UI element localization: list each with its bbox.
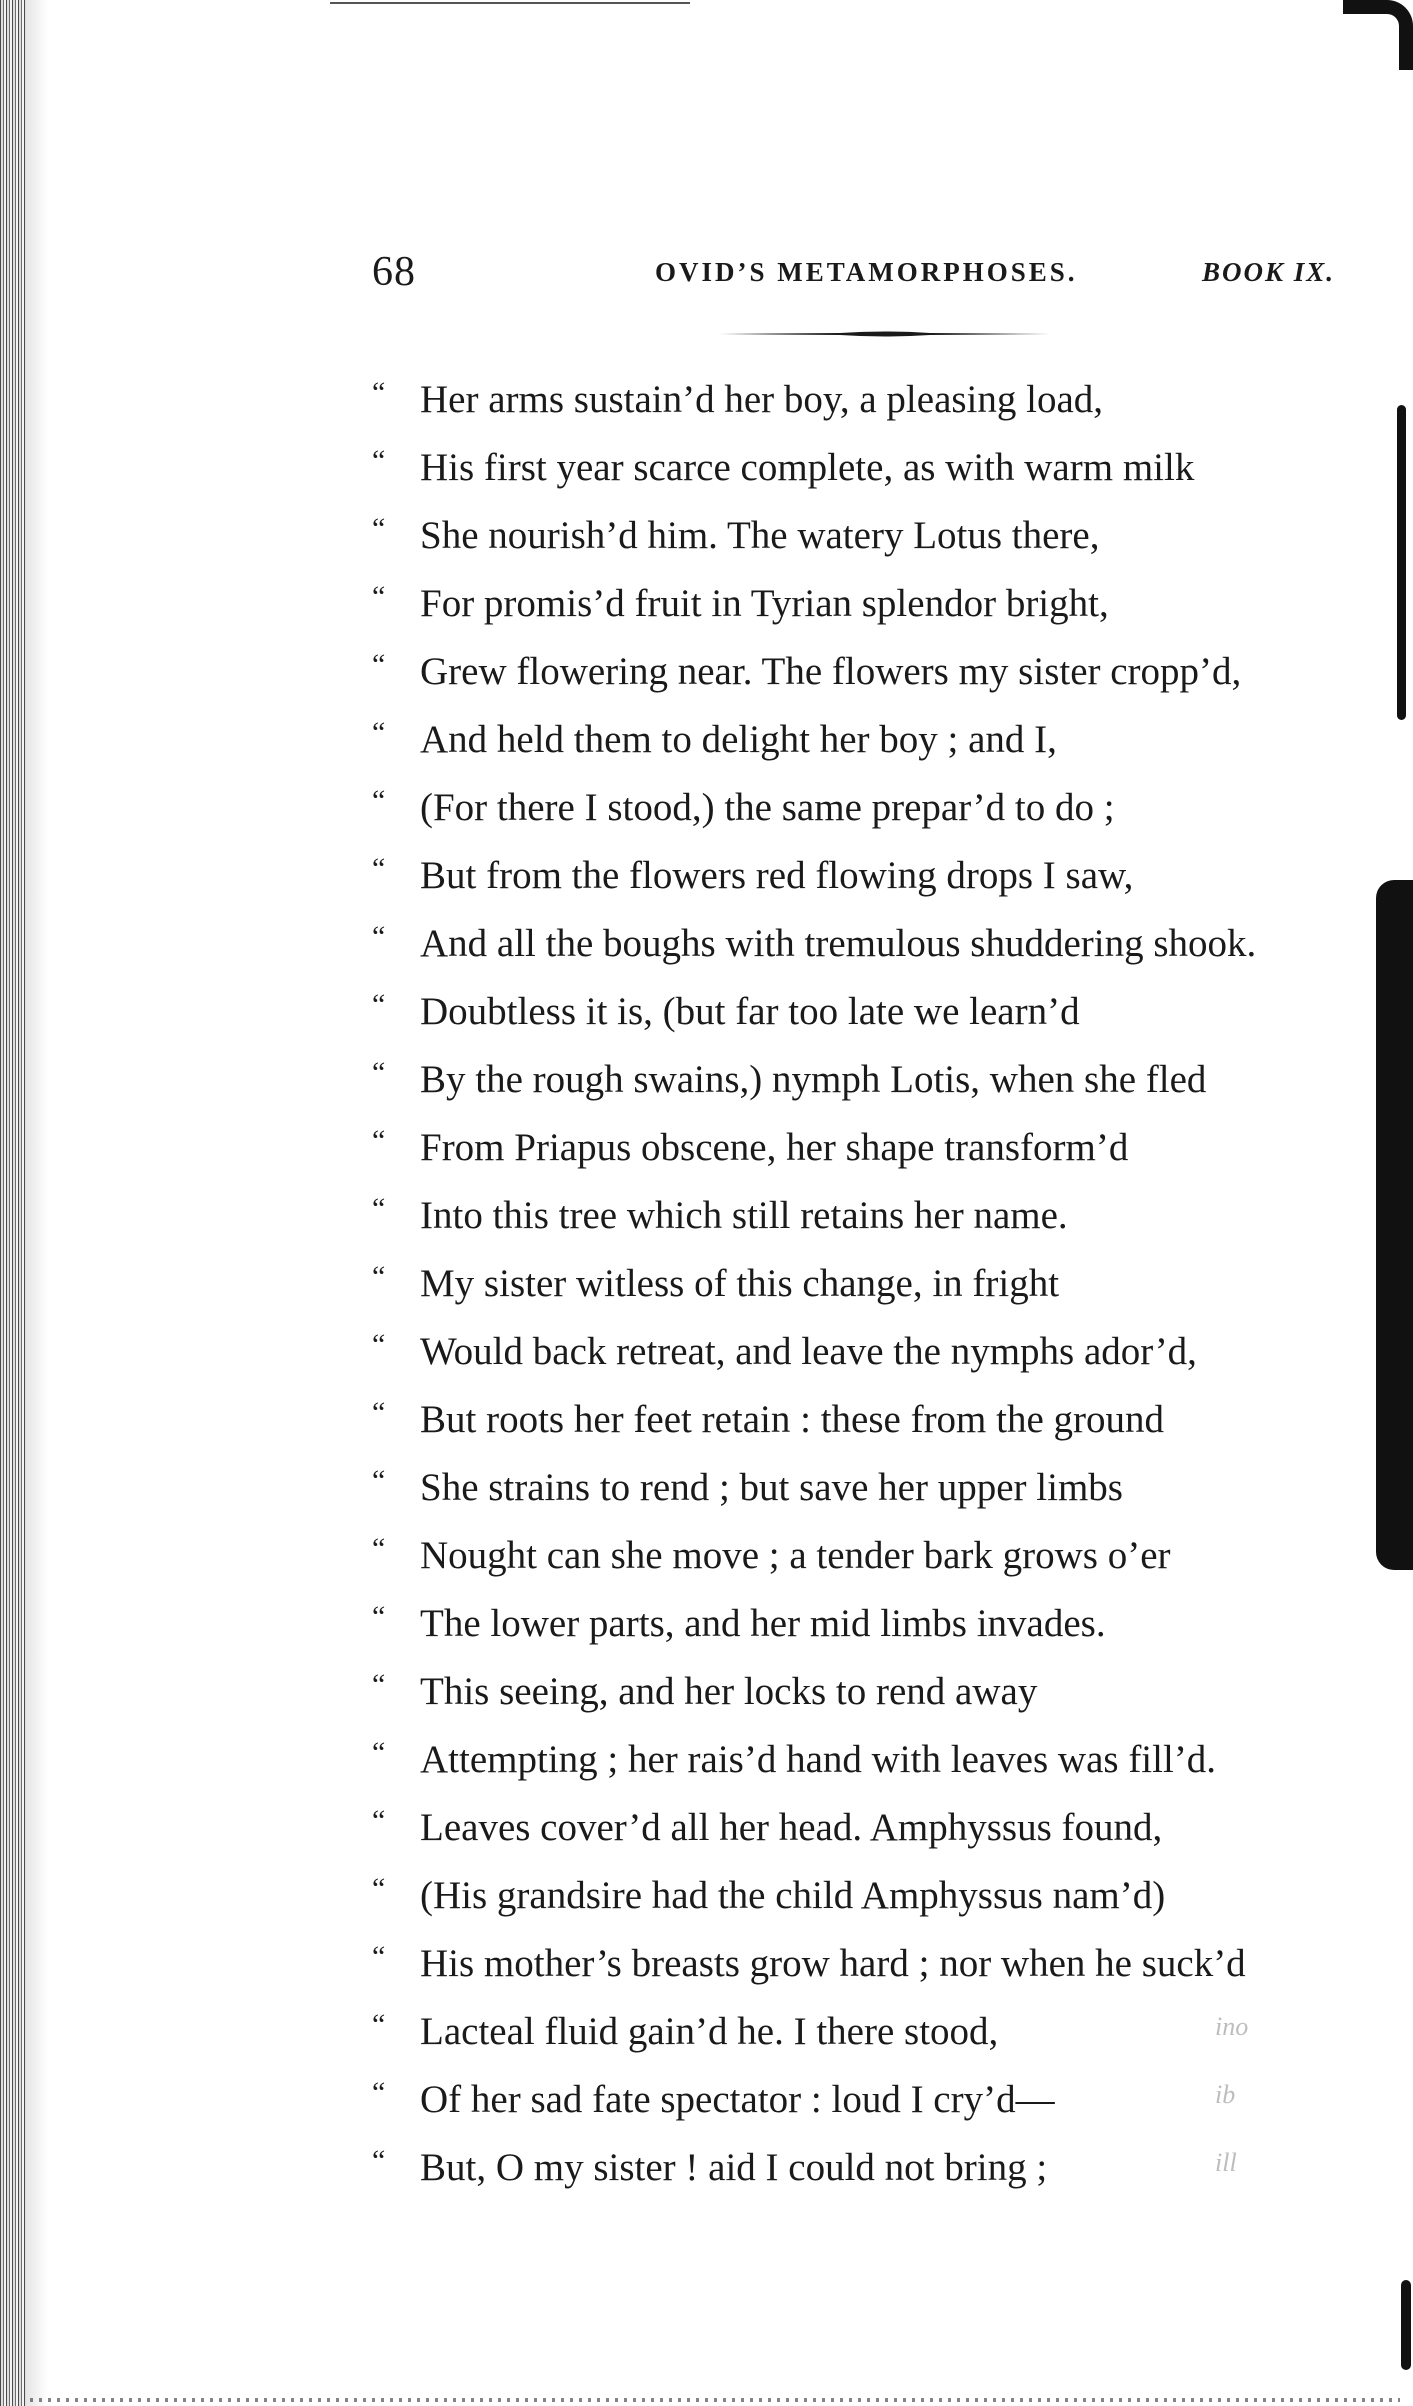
opening-quote-mark: “ bbox=[372, 1600, 386, 1633]
verse-line bbox=[372, 1114, 1372, 1182]
top-edge-rule bbox=[330, 2, 690, 4]
verse-line bbox=[372, 502, 1372, 570]
opening-quote-mark: “ bbox=[372, 784, 386, 817]
opening-quote-mark: “ bbox=[372, 1192, 386, 1225]
margin-smudge bbox=[1401, 2280, 1411, 2370]
verse-text: (His grandsire had the child Amphyssus nam’d) bbox=[420, 1874, 1166, 1917]
opening-quote-mark: “ bbox=[372, 1124, 386, 1157]
opening-quote-mark: “ bbox=[372, 648, 386, 681]
verse-line bbox=[372, 842, 1372, 910]
page-number: 68 bbox=[372, 249, 416, 295]
verse-text: By the rough swains,) nymph Lotis, when she fled bbox=[420, 1058, 1207, 1101]
ornament-rule-icon bbox=[720, 330, 1050, 338]
verse-line bbox=[372, 1250, 1372, 1318]
verse-line bbox=[372, 638, 1372, 706]
opening-quote-mark: “ bbox=[372, 376, 386, 409]
verse-line bbox=[372, 978, 1372, 1046]
verse-text: His mother’s breasts grow hard ; nor when he suck’d bbox=[420, 1942, 1246, 1985]
opening-quote-mark: “ bbox=[372, 1260, 386, 1293]
verse-text: Lacteal fluid gain’d he. I there stood, bbox=[420, 2010, 999, 2053]
verse-text: And held them to delight her boy ; and I, bbox=[420, 718, 1057, 761]
verse-text: This seeing, and her locks to rend away bbox=[420, 1670, 1038, 1713]
verse-line bbox=[372, 1522, 1372, 1590]
opening-quote-mark: “ bbox=[372, 988, 386, 1021]
book-label: BOOK IX. bbox=[1202, 257, 1336, 287]
opening-quote-mark: “ bbox=[372, 580, 386, 613]
verse-line bbox=[372, 1454, 1372, 1522]
opening-quote-mark: “ bbox=[372, 716, 386, 749]
bleed-through-text: ib bbox=[1215, 2080, 1236, 2109]
verse-line bbox=[372, 910, 1372, 978]
opening-quote-mark: “ bbox=[372, 444, 386, 477]
bleed-through-text: ino bbox=[1215, 2012, 1249, 2041]
verse-text: She strains to rend ; but save her upper limbs bbox=[420, 1466, 1123, 1509]
opening-quote-mark: “ bbox=[372, 1736, 386, 1769]
verse-text: Her arms sustain’d her boy, a pleasing load, bbox=[420, 378, 1104, 421]
verse-text: But roots her feet retain : these from the ground bbox=[420, 1398, 1165, 1441]
opening-quote-mark: “ bbox=[372, 1056, 386, 1089]
opening-quote-mark: “ bbox=[372, 1464, 386, 1497]
bleed-through-text: ill bbox=[1215, 2148, 1237, 2177]
running-head bbox=[372, 248, 1362, 304]
opening-quote-mark: “ bbox=[372, 1396, 386, 1429]
verse-line bbox=[372, 1862, 1372, 1930]
verse-text: Leaves cover’d all her head. Amphyssus found, bbox=[420, 1806, 1163, 1849]
margin-smudge bbox=[1376, 880, 1413, 1570]
poem-body bbox=[372, 366, 1372, 2202]
binding-shadow bbox=[26, 0, 48, 2406]
verse-line bbox=[372, 570, 1372, 638]
verse-line bbox=[372, 1658, 1372, 1726]
opening-quote-mark: “ bbox=[372, 1328, 386, 1361]
verse-line bbox=[372, 1046, 1372, 1114]
opening-quote-mark: “ bbox=[372, 1940, 386, 1973]
head-ornament-rule bbox=[720, 330, 1050, 338]
verse-text: Attempting ; her rais’d hand with leaves was fill’d. bbox=[420, 1738, 1217, 1781]
verse-line bbox=[372, 1590, 1372, 1658]
verse-text: She nourish’d him. The watery Lotus there, bbox=[420, 514, 1100, 557]
opening-quote-mark: “ bbox=[372, 852, 386, 885]
opening-quote-mark: “ bbox=[372, 2144, 386, 2177]
verse-line bbox=[372, 1386, 1372, 1454]
verse-text: From Priapus obscene, her shape transform’d bbox=[420, 1126, 1129, 1169]
verse-line bbox=[372, 1930, 1372, 1998]
verse-line bbox=[372, 1726, 1372, 1794]
running-title: OVID’S METAMORPHOSES. bbox=[655, 257, 1078, 287]
verse-text: Grew flowering near. The flowers my sister cropp’d, bbox=[420, 650, 1242, 693]
opening-quote-mark: “ bbox=[372, 1532, 386, 1565]
opening-quote-mark: “ bbox=[372, 1668, 386, 1701]
corner-mark bbox=[1343, 0, 1413, 70]
verse-text: The lower parts, and her mid limbs invades. bbox=[420, 1602, 1106, 1645]
verse-text: But, O my sister ! aid I could not bring ; bbox=[420, 2146, 1048, 2189]
verse-text: (For there I stood,) the same prepar’d to do ; bbox=[420, 786, 1115, 829]
opening-quote-mark: “ bbox=[372, 920, 386, 953]
opening-quote-mark: “ bbox=[372, 2008, 386, 2041]
verse-text: Into this tree which still retains her name. bbox=[420, 1194, 1068, 1237]
verse-text: His first year scarce complete, as with warm milk bbox=[420, 446, 1195, 489]
verse-text: Doubtless it is, (but far too late we learn’d bbox=[420, 990, 1080, 1033]
margin-smudge bbox=[1397, 405, 1406, 720]
verse-line bbox=[372, 706, 1372, 774]
verse-line bbox=[372, 1794, 1372, 1862]
opening-quote-mark: “ bbox=[372, 1804, 386, 1837]
binding-edge bbox=[0, 0, 26, 2406]
verse-line bbox=[372, 1182, 1372, 1250]
verse-line bbox=[372, 774, 1372, 842]
verse-text: For promis’d fruit in Tyrian splendor bright, bbox=[420, 582, 1109, 625]
opening-quote-mark: “ bbox=[372, 2076, 386, 2109]
verse-text: And all the boughs with tremulous shuddering shook. bbox=[420, 922, 1257, 965]
bottom-edge bbox=[30, 2398, 1400, 2402]
verse-text: But from the flowers red flowing drops I saw, bbox=[420, 854, 1134, 897]
opening-quote-mark: “ bbox=[372, 512, 386, 545]
verse-text: Of her sad fate spectator : loud I cry’d— bbox=[420, 2078, 1055, 2121]
verse-text: My sister witless of this change, in fright bbox=[420, 1262, 1060, 1305]
opening-quote-mark: “ bbox=[372, 1872, 386, 1905]
verse-line bbox=[372, 366, 1372, 434]
verse-line bbox=[372, 1318, 1372, 1386]
verse-text: Nought can she move ; a tender bark grows o’er bbox=[420, 1534, 1171, 1577]
verse-text: Would back retreat, and leave the nymphs ador’d, bbox=[420, 1330, 1197, 1373]
verse-line bbox=[372, 434, 1372, 502]
